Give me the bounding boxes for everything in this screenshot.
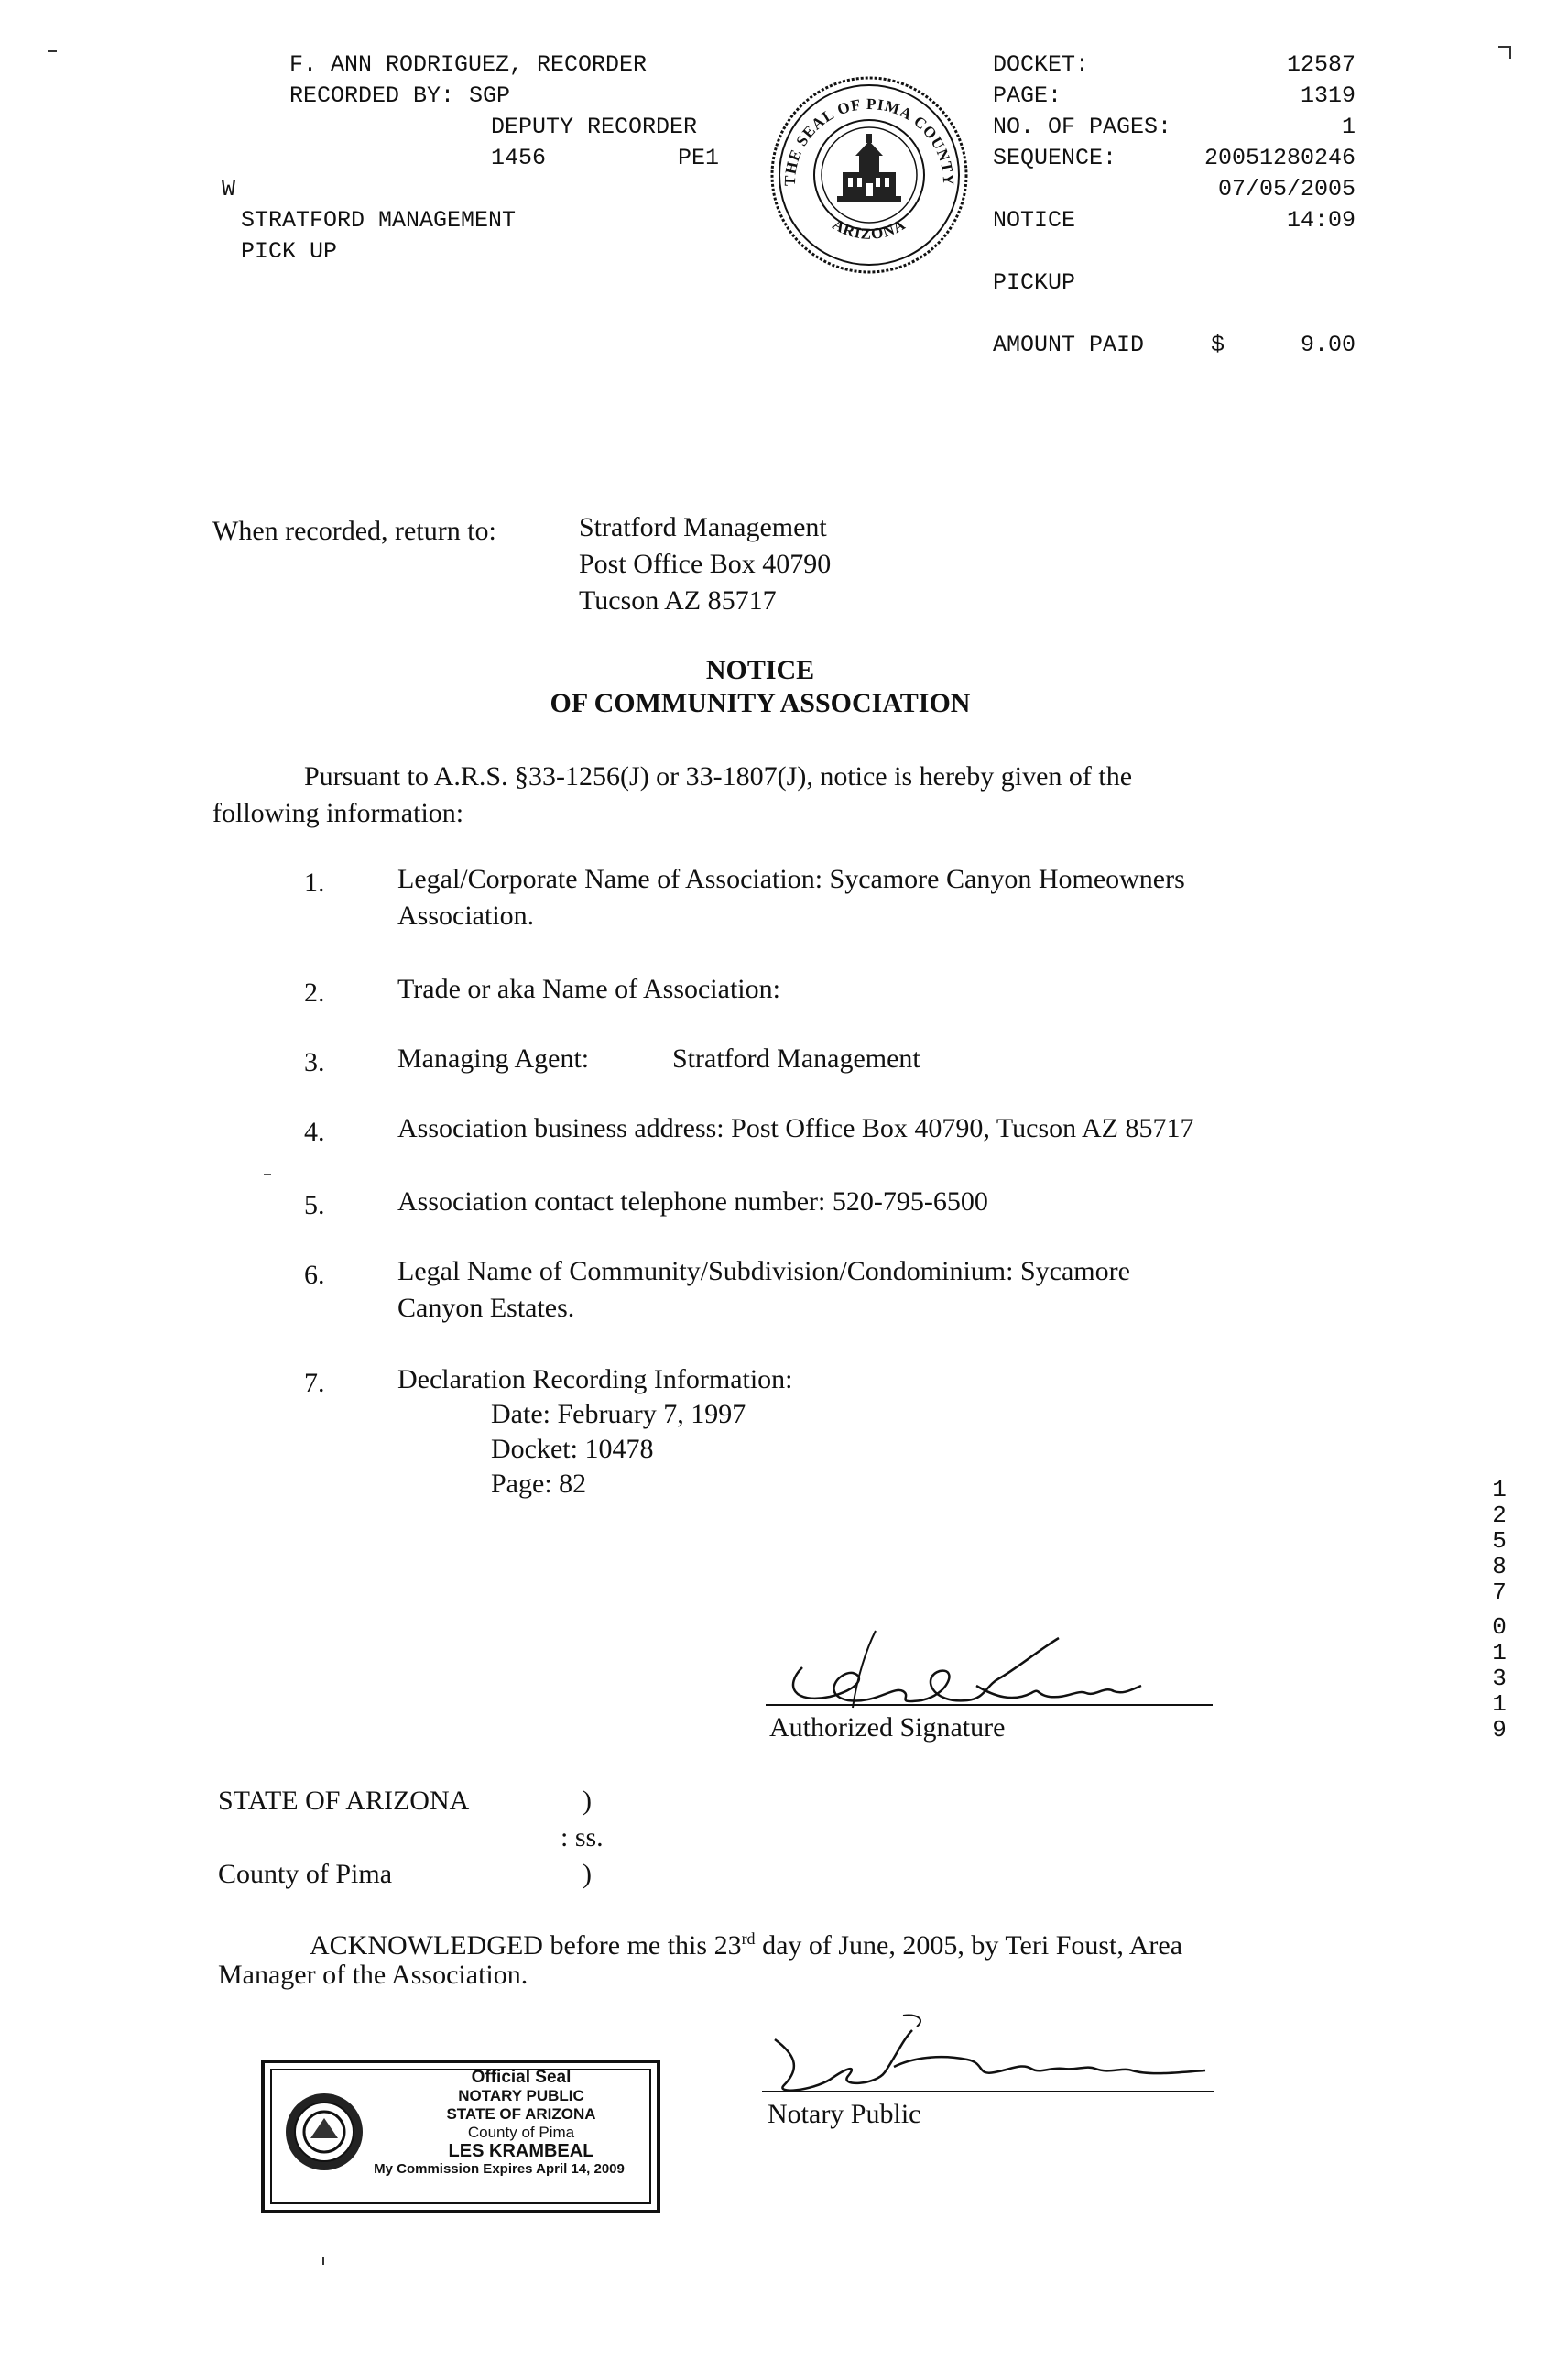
acknowledgment-line2: Manager of the Association. bbox=[218, 1960, 528, 1990]
sequence-label: SEQUENCE: bbox=[993, 145, 1117, 171]
item-text: Trade or aka Name of Association: bbox=[397, 974, 780, 1004]
margin-digit: 1 bbox=[1492, 1690, 1507, 1718]
docket-value: 12587 bbox=[1286, 51, 1356, 78]
recorded-date: 07/05/2005 bbox=[1217, 176, 1356, 202]
item-text: Association contact telephone number: 520-795-6500 bbox=[397, 1186, 988, 1217]
corner-mark-right bbox=[1498, 46, 1511, 59]
docket-label: DOCKET: bbox=[993, 51, 1090, 78]
margin-digit: 1 bbox=[1492, 1639, 1507, 1666]
acknowledgment-part2: day of June, 2005, by Teri Foust, Area bbox=[755, 1930, 1183, 1961]
notary-signature-label: Notary Public bbox=[768, 2099, 921, 2129]
sequence-value: 20051280246 bbox=[1203, 145, 1356, 171]
pickup-method: PICKUP bbox=[993, 269, 1076, 296]
margin-digit: 7 bbox=[1492, 1579, 1507, 1606]
amount-value: 9.00 bbox=[1300, 332, 1356, 358]
item-text-cont: Association. bbox=[397, 901, 535, 931]
seal-outer-text: THE SEAL OF PIMA COUNTY bbox=[780, 94, 958, 187]
venue-paren-open: ) bbox=[583, 1786, 592, 1816]
submitter-method: PICK UP bbox=[241, 238, 338, 265]
item-text: Legal Name of Community/Subdivision/Condominium: Sycamore bbox=[397, 1256, 1130, 1286]
venue-paren-close: ) bbox=[583, 1859, 592, 1889]
notary-seal-line6: My Commission Expires April 14, 2009 bbox=[374, 2161, 625, 2177]
item-number: 4. bbox=[304, 1117, 325, 1147]
item-text: Declaration Recording Information: bbox=[397, 1364, 793, 1394]
authorized-signature-scribble bbox=[766, 1612, 1169, 1722]
page-label: PAGE: bbox=[993, 82, 1062, 109]
seal-bottom-text: ARIZONA bbox=[829, 215, 909, 243]
intro-line1: Pursuant to A.R.S. §33-1256(J) or 33-1807(J), notice is hereby given of the bbox=[304, 761, 1133, 792]
managing-agent-value: Stratford Management bbox=[672, 1043, 920, 1074]
authorized-signature-label: Authorized Signature bbox=[769, 1712, 1006, 1743]
acknowledgment-part1: ACKNOWLEDGED before me this 23 bbox=[310, 1930, 742, 1961]
return-to-label: When recorded, return to: bbox=[212, 516, 496, 546]
notary-stamp-smudge bbox=[322, 2257, 324, 2265]
deputy-number: 1456 bbox=[491, 145, 547, 171]
submitter-name: STRATFORD MANAGEMENT bbox=[241, 207, 517, 234]
notary-seal-text bbox=[374, 2068, 640, 2179]
item-number: 1. bbox=[304, 868, 325, 898]
notary-state-seal bbox=[283, 2091, 365, 2173]
document-title-line1: NOTICE bbox=[705, 655, 815, 685]
item-number: 2. bbox=[304, 978, 325, 1008]
notary-seal-line1: Official Seal bbox=[471, 2068, 572, 2087]
svg-text:ARIZONA bbox=[830, 215, 909, 243]
notary-seal-line5: LES KRAMBEAL bbox=[448, 2141, 594, 2161]
item-number: 5. bbox=[304, 1190, 325, 1220]
county-seal bbox=[768, 73, 971, 277]
state-seal-icon bbox=[283, 2091, 365, 2173]
pages-value: 1 bbox=[1341, 114, 1356, 140]
notary-signature-line bbox=[762, 2091, 1214, 2092]
document-type: NOTICE bbox=[993, 207, 1076, 234]
notary-seal-line2: NOTARY PUBLIC bbox=[458, 2087, 584, 2104]
intro-line2: following information: bbox=[212, 798, 464, 828]
notary-signature-scribble bbox=[757, 2003, 1214, 2103]
notary-seal-stamp bbox=[261, 2060, 660, 2213]
amount-currency: $ bbox=[1211, 332, 1225, 358]
stray-mark bbox=[264, 1174, 271, 1175]
margin-digit: 9 bbox=[1492, 1716, 1507, 1743]
amount-label: AMOUNT PAID bbox=[993, 332, 1145, 358]
margin-digit: 3 bbox=[1492, 1665, 1507, 1692]
return-to-line3: Tucson AZ 85717 bbox=[579, 585, 777, 616]
item-number: 6. bbox=[304, 1260, 325, 1290]
notary-seal-line3: STATE OF ARIZONA bbox=[446, 2105, 596, 2123]
margin-digit: 1 bbox=[1492, 1476, 1507, 1503]
declaration-docket: Docket: 10478 bbox=[491, 1434, 654, 1464]
recorded-by-value: SGP bbox=[469, 82, 511, 109]
recorded-by-label: RECORDED BY: bbox=[289, 82, 455, 109]
return-to-line1: Stratford Management bbox=[579, 512, 827, 542]
item-text: Legal/Corporate Name of Association: Sycamore Canyon Homeowners bbox=[397, 864, 1185, 894]
margin-digit: 0 bbox=[1492, 1613, 1507, 1641]
document-title-line2: OF COMMUNITY ASSOCIATION bbox=[550, 688, 971, 718]
margin-digit: 8 bbox=[1492, 1553, 1507, 1580]
deputy-code: PE1 bbox=[678, 145, 720, 171]
corner-mark-left bbox=[48, 50, 57, 52]
item-number: 7. bbox=[304, 1368, 325, 1398]
margin-digit: 5 bbox=[1492, 1527, 1507, 1555]
item-text: Association business address: Post Office Box 40790, Tucson AZ 85717 bbox=[397, 1113, 1194, 1143]
w-mark: W bbox=[222, 176, 236, 202]
venue-state: STATE OF ARIZONA bbox=[218, 1786, 470, 1816]
item-text-cont: Canyon Estates. bbox=[397, 1293, 575, 1323]
item-number: 3. bbox=[304, 1047, 325, 1077]
recorder-line: F. ANN RODRIGUEZ, RECORDER bbox=[289, 51, 648, 78]
county-seal-icon bbox=[768, 73, 971, 277]
item-text: Managing Agent: bbox=[397, 1043, 590, 1074]
acknowledgment-superscript: rd bbox=[741, 1929, 756, 1948]
venue-county: County of Pima bbox=[218, 1859, 393, 1889]
declaration-page: Page: 82 bbox=[491, 1469, 587, 1499]
deputy-recorder: DEPUTY RECORDER bbox=[491, 114, 698, 140]
declaration-date: Date: February 7, 1997 bbox=[491, 1399, 746, 1429]
return-to-line2: Post Office Box 40790 bbox=[579, 549, 832, 579]
margin-digit: 2 bbox=[1492, 1502, 1507, 1529]
notary-seal-line4: County of Pima bbox=[467, 2124, 575, 2141]
venue-ss: : ss. bbox=[561, 1822, 604, 1852]
page-value: 1319 bbox=[1300, 82, 1356, 109]
pages-label: NO. OF PAGES: bbox=[993, 114, 1172, 140]
authorized-signature-line bbox=[766, 1704, 1213, 1706]
recorded-time: 14:09 bbox=[1286, 207, 1356, 234]
